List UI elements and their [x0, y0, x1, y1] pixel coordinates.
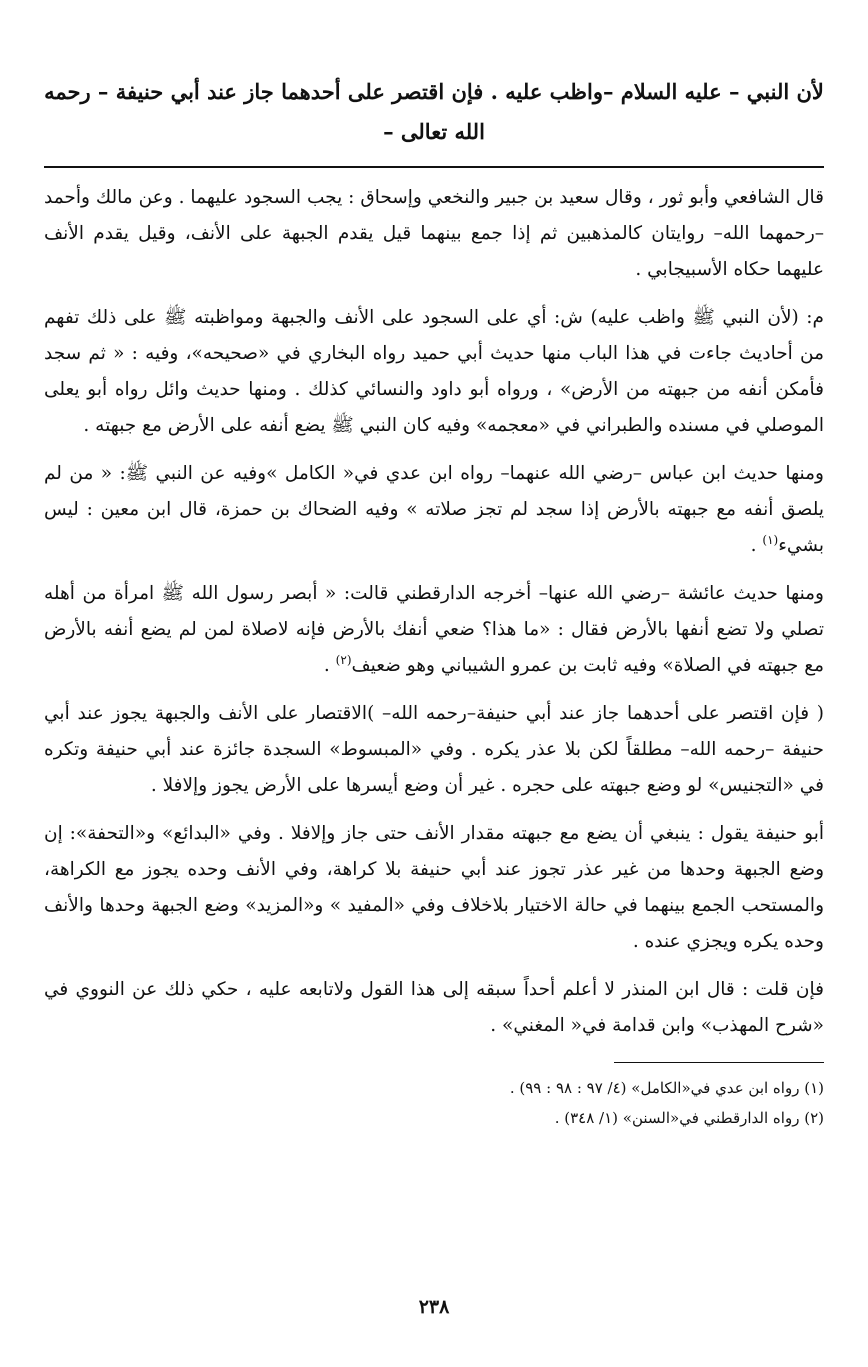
paragraph-5: ( فإن اقتصر على أحدهما جاز عند أبي حنيفة–رحمه الله– )الاقتصار على الأنف والجبهة يجوز عند أبي حنيفة –رحمه الله– مطلقاً لكن بلا عذر يكره . وفي «المبسوط» السجدة جائزة عند أبي حنيفة وتكره في «التجنيس» لو وضع جبهته على حجره . غير أن وضع أيسرها على الأرض يجوز وإلافلا . [44, 703, 824, 796]
footnote-1: (١) رواه ابن عدي في«الكامل» (٤/ ٩٧ : ٩٨ : ٩٩) . [509, 1079, 824, 1097]
paragraph-7: فإن قلت : قال ابن المنذر لا أعلم أحداً سبقه إلى هذا القول ولاتابعه عليه ، حكي ذلك عن النووي في «شرح المهذب» وابن قدامة في« المغني» . [44, 979, 824, 1036]
paragraph-4-end: . [323, 655, 336, 676]
paragraph-3-text: ومنها حديث ابن عباس –رضي الله عنهما– رواه ابن عدي في« الكامل »وفيه عن النبي ﷺ: « من لم يلصق أنفه مع جبهته بالأرض إذا سجد لم تجز صلاته » وفيه الضحاك بن حمزة، قال ابن معين : ليس بشيء [44, 463, 824, 556]
paragraph-6: أبو حنيفة يقول : ينبغي أن يضع مع جبهته مقدار الأنف حتى جاز وإلافلا . وفي «البدائع» و«التحفة»: إن وضع الجبهة وحدها من غير عذر تجوز عند أبي حنيفة بلا كراهة، وفي الأنف وحده يجوز مع الكراهة، والمستحب الجمع بينهما في حالة الاختيار بلاخلاف وفي «المفيد » و«المزيد» وضع الجبهة وحدها والأنف وحده يكره ويجزي عنده . [44, 823, 824, 952]
footnote-2: (٢) رواه الدارقطني في«السنن» (١/ ٣٤٨) . [554, 1109, 824, 1127]
footnote-divider [614, 1062, 824, 1063]
paragraph-4-text: ومنها حديث عائشة –رضي الله عنها– أخرجه الدارقطني قالت: « أبصر رسول الله ﷺ امرأة من أهله تصلي ولا تضع أنفها بالأرض فقال : «ما هذا؟ ضعي أنفك بالأرض فإنه لاصلاة لمن لم يضع أنفه بالأرض مع جبهته في الصلاة» وفيه ثابت بن عمرو الشيباني وهو ضعيف [44, 583, 824, 676]
header-divider [44, 166, 824, 168]
footnote-ref-2: (٢) [335, 652, 352, 667]
matn-heading: لأن النبي – عليه السلام –واظب عليه . فإن اقتصر على أحدهما جاز عند أبي حنيفة – رحمه الله تعالى – [44, 79, 824, 144]
paragraph-3-end: . [750, 535, 763, 556]
paragraph-2: م: (لأن النبي ﷺ واظب عليه) ش: أي على السجود على الأنف والجبهة ومواظبته ﷺ على ذلك تفهم من أحاديث جاءت في هذا الباب منها حديث أبي حميد رواه البخاري في «صحيحه»، وفيه : « ثم سجد فأمكن أنفه من جبهته من الأرض» ، ورواه أبو داود والنسائي كذلك . ومنها حديث وائل رواه أبو يعلى الموصلي في مسنده والطبراني في «معجمه» وفيه كان النبي ﷺ يضع أنفه على الأرض مع جبهته . [44, 307, 824, 436]
paragraph-4 [44, 576, 824, 684]
page-number: ٢٣٨ [418, 1296, 450, 1318]
paragraph-3 [44, 456, 824, 564]
paragraph-1: قال الشافعي وأبو ثور ، وقال سعيد بن جبير والنخعي وإسحاق : يجب السجود عليهما . وعن مالك وأحمد –رحمهما الله– روايتان كالمذهبين ثم إذا جمع بينهما قيل يقدم الجبهة على الأنف، وقيل يقدم الأنف عليهما حكاه الأسبيجابي . [44, 187, 824, 280]
footnote-ref-1: (١) [762, 532, 779, 547]
